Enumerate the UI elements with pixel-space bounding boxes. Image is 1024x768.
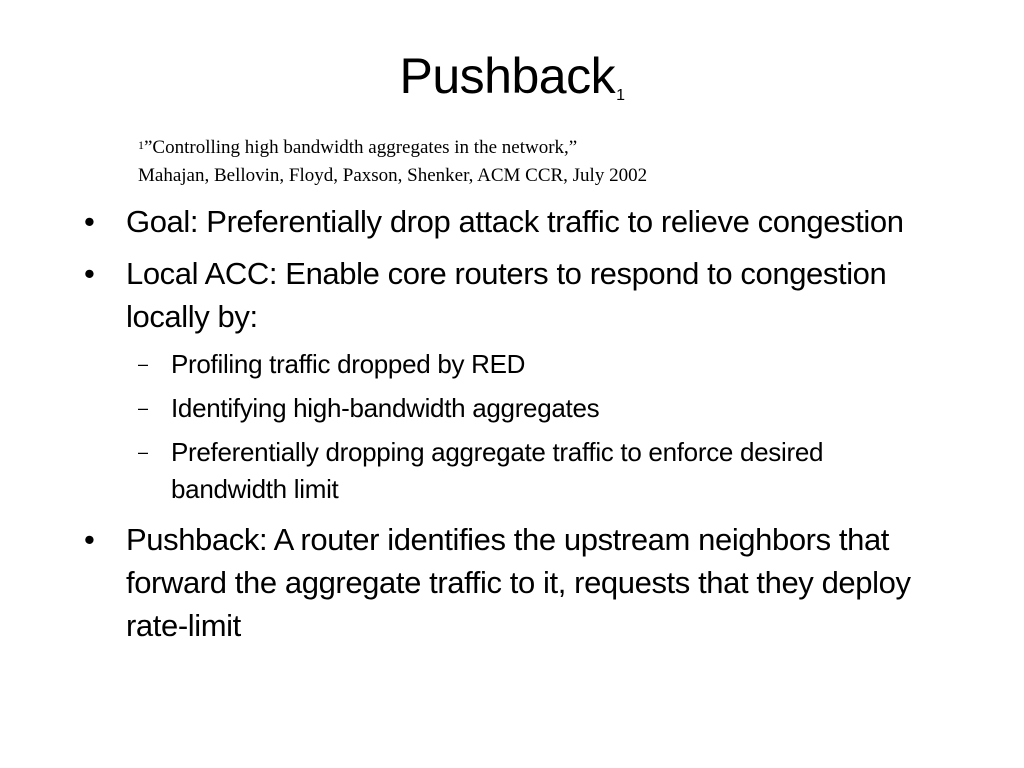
citation-mark: 1 — [138, 138, 144, 152]
sub-bullet-list — [0, 346, 1024, 508]
bullet-text-pushback: Pushback: A router identifies the upstream neighbors that forward the aggregate traffic to it, requests that they deploy rate-limit — [126, 522, 911, 643]
sub-bullet-text: Preferentially dropping aggregate traffic to enforce desired bandwidth limit — [171, 437, 824, 504]
sub-bullet-marker: – — [138, 442, 148, 462]
bullet-text-local-acc: Local ACC: Enable core routers to respond to congestion locally by: — [126, 256, 887, 334]
slide-title-text: Pushback — [399, 48, 616, 104]
sub-bullet-text: Identifying high-bandwidth aggregates — [171, 393, 600, 423]
sub-bullet-item — [0, 434, 891, 508]
bullet-item — [0, 200, 946, 243]
bullet-marker: • — [84, 256, 95, 291]
bullet-marker: • — [84, 204, 95, 239]
citation-footnote — [138, 134, 647, 190]
bullet-list — [0, 200, 1024, 656]
citation-line-2: Mahajan, Bellovin, Floyd, Paxson, Shenker, ACM CCR, July 2002 — [138, 165, 648, 186]
citation-title: ”Controlling high bandwidth aggregates in the network,” — [144, 137, 578, 158]
title-footnote-mark: 1 — [616, 87, 625, 104]
sub-bullet-marker: – — [138, 354, 148, 374]
sub-bullet-item — [0, 390, 891, 427]
bullet-text-goal: Goal: Preferentially drop attack traffic to relieve congestion — [126, 204, 904, 239]
slide-title — [0, 40, 1024, 112]
bullet-marker: • — [84, 522, 95, 557]
citation-line-1 — [138, 134, 647, 162]
bullet-item — [0, 518, 946, 647]
sub-bullet-marker: – — [138, 398, 148, 418]
sub-bullet-text: Profiling traffic dropped by RED — [171, 349, 526, 379]
bullet-item — [0, 252, 946, 338]
sub-bullet-item — [0, 346, 891, 383]
